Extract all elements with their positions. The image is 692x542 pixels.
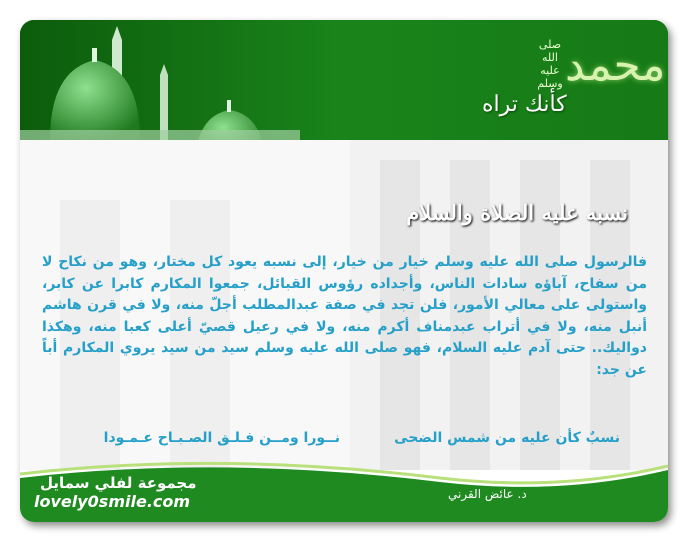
biography-paragraph: فالرسول صلى الله عليه وسلم خيار من خيار، إلى نسبه يعود كل مختار، وهو من نكاح لا من سفاح، آباؤه سادات الناس، وأجداده رؤوس القبائل، جمعوا المكارم كابرا عن كابر، واستولى على معالي الأمور، فلن تجد في صفة عبدالمطلب أجلّ منه، ولا في قرن هاشم أنبل منه، ولا في أتراب عبدمناف أكرم منه، ولا في رعيل قصيّ أعلى كعبا منه، وهكذا دواليك.. حتى آدم عليه السلام، فهو صلى الله عليه وسلم سيد من سيد يروي المكارم أباً عن جد:	[42, 254, 647, 378]
content-card	[20, 20, 668, 522]
author-name: د. عائض القرني	[448, 487, 527, 501]
logo-muhammad: محمد	[565, 40, 666, 91]
logo-blessing: صلى الله عليه وسلم	[537, 38, 563, 90]
header-tagline: كأنك تراه	[482, 92, 567, 117]
site-name: مجموعة لفلي سمايل	[40, 474, 197, 492]
verse-first-hemistich: نسبٌ كأن عليه من شمس الضحى	[394, 430, 620, 446]
verse-second-hemistich: نــورا ومــن فـلـق الصـبـاح عـمـودا	[103, 430, 340, 446]
section-title: نسبه عليه الصلاة والسلام	[406, 200, 628, 225]
site-url-link[interactable]: lovely0smile.com	[34, 492, 191, 511]
